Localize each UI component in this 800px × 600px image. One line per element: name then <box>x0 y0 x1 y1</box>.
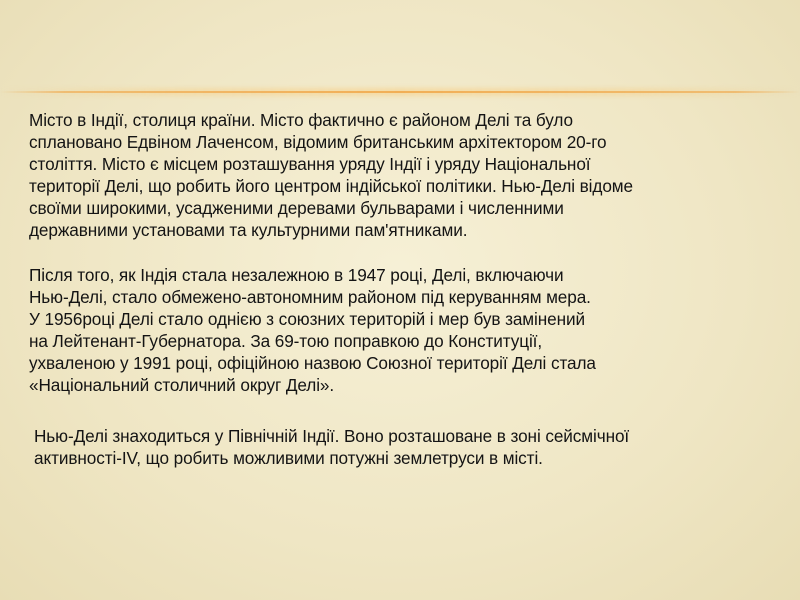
text-line: активності-IV, що робить можливими потужні землетруси в місті. <box>34 448 543 468</box>
paragraph-history <box>29 264 596 396</box>
text-line: сплановано Едвіном Лаченсом, відомим британським архітектором 20-го <box>29 132 607 152</box>
text-line: «Національний столичний округ Делі». <box>29 375 335 395</box>
divider-stroke <box>0 91 800 93</box>
text-line: Місто в Індії, столиця країни. Місто фактично є районом Делі та було <box>29 110 573 130</box>
text-line: Нью-Делі, стало обмежено-автономним районом під керуванням мера. <box>29 287 591 307</box>
paragraph-new-delhi-overview <box>29 109 633 241</box>
text-line: на Лейтенант-Губернатора. За 69-тою поправкою до Конституції, <box>29 331 543 351</box>
text-line: Нью-Делі знаходиться у Північній Індії. Воно розташоване в зоні сейсмічної <box>34 426 630 446</box>
title-divider-line <box>0 88 800 96</box>
text-line: своїми широкими, усадженими деревами бульварами і численними <box>29 198 564 218</box>
paragraph-geography <box>34 425 629 469</box>
text-line: території Делі, що робить його центром індійської політики. Нью-Делі відоме <box>29 176 633 196</box>
text-line: століття. Місто є місцем розташування уряду Індії і уряду Національної <box>29 154 591 174</box>
text-line: державними установами та культурними пам'ятниками. <box>29 220 468 240</box>
text-line: ухваленою у 1991 році, офіційною назвою Союзної території Делі стала <box>29 353 596 373</box>
text-line: У 1956році Делі стало однією з союзних територій і мер був замінений <box>29 309 585 329</box>
text-line: Після того, як Індія стала незалежною в 1947 році, Делі, включаючи <box>29 265 564 285</box>
